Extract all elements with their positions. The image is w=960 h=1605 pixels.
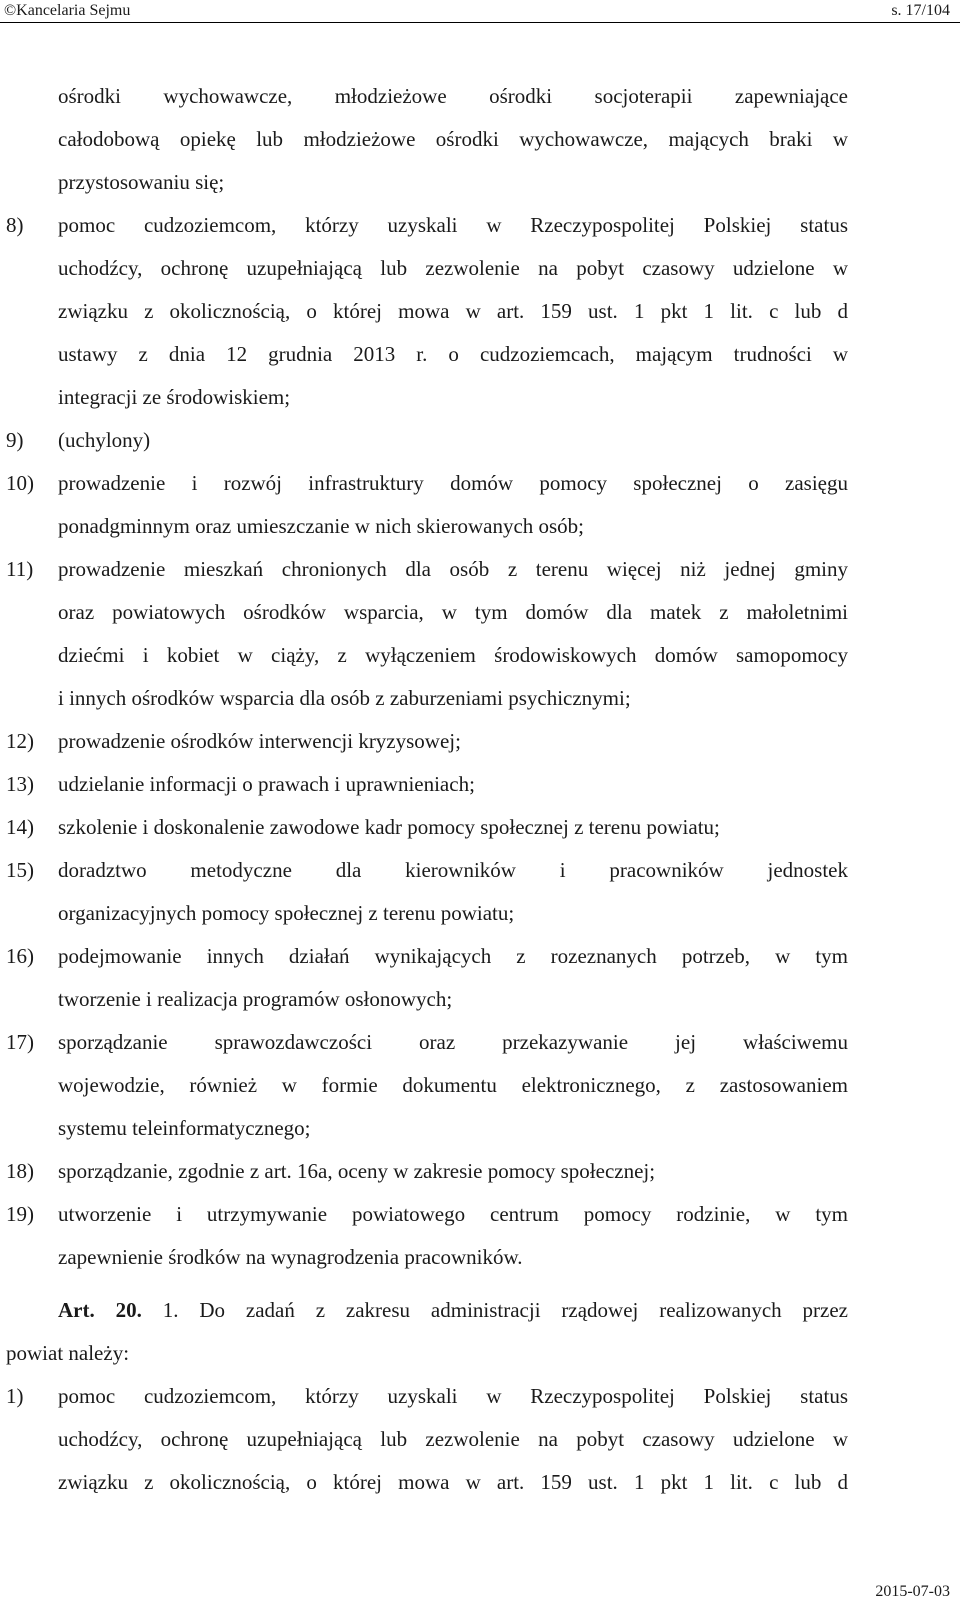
list-item-continuation: [0, 299, 960, 342]
item-text: uchodźcy, ochronę uzupełniającą lub zezwolenie na pobyt czasowy udzielone w: [58, 1427, 848, 1451]
item-text: prowadzenie ośrodków interwencji kryzysowej;: [58, 729, 461, 753]
item-text: ponadgminnym oraz umieszczanie w nich skierowanych osób;: [58, 514, 585, 538]
item-number: 8): [6, 213, 24, 237]
list-item-continuation: [0, 987, 960, 1030]
list-item-continuation: [0, 1073, 960, 1116]
article-continuation-line: [0, 1341, 960, 1384]
page-header: [0, 0, 960, 22]
list-item-continuation: [0, 1245, 960, 1288]
page-number: s. 17/104: [891, 2, 950, 19]
item-text: (uchylony): [58, 428, 151, 452]
item-text: podejmowanie innych działań wynikających z rozeznanych potrzeb, w tym: [58, 944, 848, 968]
list-item-start: [0, 1384, 960, 1427]
item-text: i innych ośrodków wsparcia dla osób z zaburzeniami psychicznymi;: [58, 686, 631, 710]
article-text: 1. Do zadań z zakresu administracji rządowej realizowanych przez: [162, 1298, 849, 1322]
list-item-continuation: [0, 1470, 960, 1513]
item-number: 17): [6, 1030, 34, 1054]
list-item-start: [0, 815, 960, 858]
item-text: oraz powiatowych ośrodków wsparcia, w tym domów dla matek z małoletnimi: [58, 600, 848, 624]
item-text: sporządzanie, zgodnie z art. 16a, oceny w zakresie pomocy społecznej;: [58, 1159, 656, 1183]
list-item-continuation: [0, 127, 960, 170]
article-label: Art. 20.: [58, 1298, 142, 1322]
list-item-start: [0, 729, 960, 772]
list-item-continuation: [0, 901, 960, 944]
item-text: całodobową opiekę lub młodzieżowe ośrodki wychowawcze, mających braki w: [58, 127, 848, 151]
list-item-continuation: [0, 600, 960, 643]
article-heading: [58, 1298, 848, 1322]
item-text: związku z okolicznością, o której mowa w art. 159 ust. 1 pkt 1 lit. c lub d: [58, 1470, 848, 1494]
list-item-start: [0, 1159, 960, 1202]
item-number: 16): [6, 944, 34, 968]
article-heading-line: [0, 1298, 960, 1341]
item-text: uchodźcy, ochronę uzupełniającą lub zezwolenie na pobyt czasowy udzielone w: [58, 256, 848, 280]
item-number: 9): [6, 428, 24, 452]
item-text: prowadzenie i rozwój infrastruktury domów pomocy społecznej o zasięgu: [58, 471, 848, 495]
item-text: ustawy z dnia 12 grudnia 2013 r. o cudzoziemcach, mającym trudności w: [58, 342, 848, 366]
task-list: [0, 84, 960, 1288]
footer-date: 2015-07-03: [875, 1583, 950, 1600]
list-item-continuation: [0, 342, 960, 385]
publisher-label: ©Kancelaria Sejmu: [4, 2, 131, 19]
list-item-continuation: [0, 170, 960, 213]
item-number: 10): [6, 471, 34, 495]
list-item-continuation: [0, 84, 960, 127]
item-text: pomoc cudzoziemcom, którzy uzyskali w Rzeczypospolitej Polskiej status: [58, 213, 848, 237]
list-item-start: [0, 1202, 960, 1245]
item-number: 12): [6, 729, 34, 753]
item-text: integracji ze środowiskiem;: [58, 385, 291, 409]
list-item-continuation: [0, 1116, 960, 1159]
item-text: organizacyjnych pomocy społecznej z terenu powiatu;: [58, 901, 515, 925]
item-text: przystosowaniu się;: [58, 170, 225, 194]
list-item-continuation: [0, 1427, 960, 1470]
list-item-start: [0, 213, 960, 256]
list-item-continuation: [0, 514, 960, 557]
item-text: szkolenie i doskonalenie zawodowe kadr pomocy społecznej z terenu powiatu;: [58, 815, 720, 839]
list-item-continuation: [0, 686, 960, 729]
list-item-start: [0, 428, 960, 471]
item-text: pomoc cudzoziemcom, którzy uzyskali w Rzeczypospolitej Polskiej status: [58, 1384, 848, 1408]
item-text: systemu teleinformatycznego;: [58, 1116, 311, 1140]
item-number: 14): [6, 815, 34, 839]
item-number: 15): [6, 858, 34, 882]
list-item-start: [0, 944, 960, 987]
item-text: dziećmi i kobiet w ciąży, z wyłączeniem środowiskowych domów samopomocy: [58, 643, 848, 667]
item-number: 18): [6, 1159, 34, 1183]
item-text: udzielanie informacji o prawach i uprawnieniach;: [58, 772, 475, 796]
item-text: wojewodzie, również w formie dokumentu elektronicznego, z zastosowaniem: [58, 1073, 848, 1097]
item-text: ośrodki wychowawcze, młodzieżowe ośrodki socjoterapii zapewniające: [58, 84, 848, 108]
item-number: 13): [6, 772, 34, 796]
list-item-continuation: [0, 643, 960, 686]
document-body: [0, 84, 960, 1513]
list-item-start: [0, 471, 960, 514]
item-text: sporządzanie sprawozdawczości oraz przekazywanie jej właściwemu: [58, 1030, 848, 1054]
list-item-continuation: [0, 385, 960, 428]
item-text: tworzenie i realizacja programów osłonowych;: [58, 987, 453, 1011]
item-text: utworzenie i utrzymywanie powiatowego centrum pomocy rodzinie, w tym: [58, 1202, 848, 1226]
item-number: 11): [6, 557, 34, 581]
list-item-continuation: [0, 256, 960, 299]
list-item-start: [0, 858, 960, 901]
article-continuation: powiat należy:: [6, 1341, 130, 1365]
list-item-start: [0, 557, 960, 600]
item-text: doradztwo metodyczne dla kierowników i pracowników jednostek: [58, 858, 848, 882]
list-item-start: [0, 1030, 960, 1073]
article-task-list: [0, 1384, 960, 1513]
item-text: związku z okolicznością, o której mowa w art. 159 ust. 1 pkt 1 lit. c lub d: [58, 299, 848, 323]
item-text: prowadzenie mieszkań chronionych dla osób z terenu więcej niż jednej gminy: [58, 557, 848, 581]
list-item-start: [0, 772, 960, 815]
item-number: 1): [6, 1384, 24, 1408]
header-divider: [0, 22, 960, 23]
item-number: 19): [6, 1202, 34, 1226]
item-text: zapewnienie środków na wynagrodzenia pracowników.: [58, 1245, 523, 1269]
